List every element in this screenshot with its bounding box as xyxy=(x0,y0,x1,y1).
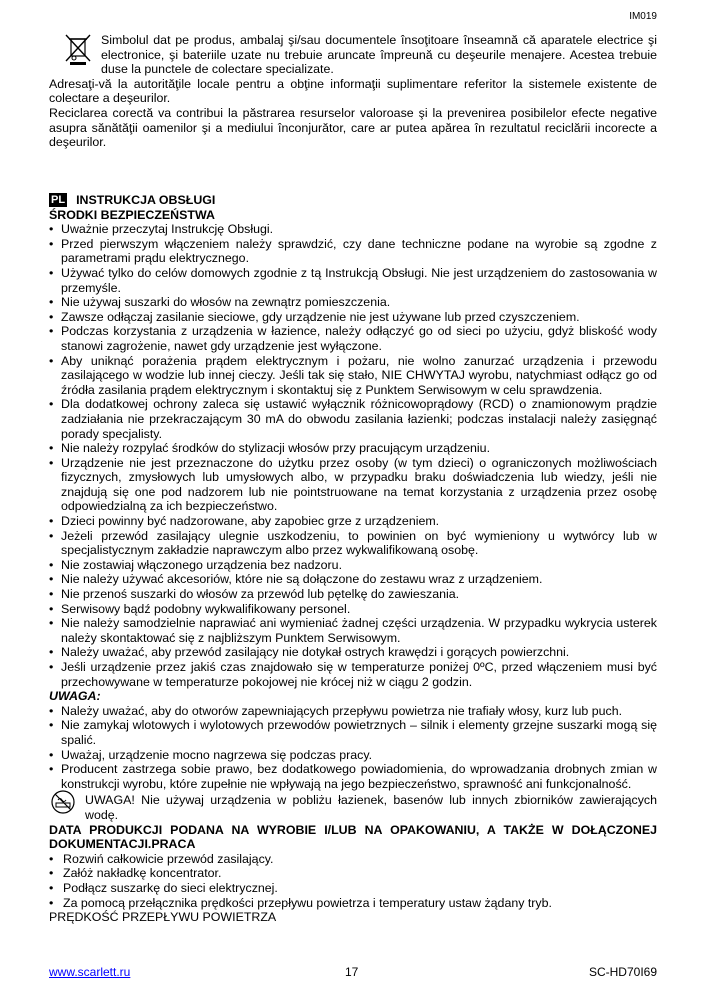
model-code: SC-HD70I69 xyxy=(588,965,657,979)
operation-list xyxy=(49,852,657,910)
list-item: • Podłącz suszarkę do sieci elektrycznej. xyxy=(49,881,657,896)
water-warning xyxy=(49,793,657,822)
production-date-note: DATA PRODUKCJI PODANA NA WYROBIE I/LUB NA OPAKOWANIU, A TAKŻE W DOŁĄCZONEJ DOKUMENTACJI.PRACA xyxy=(49,822,657,852)
list-item: • Serwisowy bądź podobny wykwalifikowany personel. xyxy=(49,602,657,617)
water-warning-text: UWAGA! Nie używaj urządzenia w pobliżu łazienek, basenów lub innych zbiorników zawierających wodę. xyxy=(85,793,657,822)
ro-paragraph-2: Adresaţi-vă la autorităţile locale pentru a obţine informaţii suplimentare referitor la sistemele existente de colectare a deşeurilor. xyxy=(49,76,657,106)
list-item: • Dla dodatkowej ochrony zaleca się ustawić wyłącznik różnicowoprądowy (RCD) o znamionowym prądzie zadziałania nie przekraczającym 30 mA do obwodu zasilania łazienki; podczas instalacji należy zasięgnąć porady specjalisty. xyxy=(49,397,657,441)
list-item: • Należy uważać, aby przewód zasilający nie dotykał ostrych krawędzi i gorących powierzchni. xyxy=(49,645,657,660)
caution-list xyxy=(49,704,657,792)
language-badge: PL xyxy=(51,194,66,207)
no-water-bath-icon xyxy=(49,789,81,815)
ro-paragraph-1: Simbolul dat pe produs, ambalaj şi/sau documentele însoţitoare înseamnă că aparatele electrice şi electronice, şi bateriile uzate nu trebuie aruncate împreună cu deşeurile menajere. Acestea trebuie duse la punctele de colectare specializate. xyxy=(101,33,657,77)
list-item: • Uważaj, urządzenie mocno nagrzewa się podczas pracy. xyxy=(49,748,657,763)
list-item: • Jeśli urządzenie przez jakiś czas znajdowało się w temperaturze poniżej 0ºC, przed włączeniem musi być przechowywane w temperaturze pokojowej nie krócej niż w ciągu 2 godzin. xyxy=(49,660,657,689)
list-item: • Rozwiń całkowicie przewód zasilający. xyxy=(49,852,657,867)
polish-section xyxy=(49,193,657,925)
ro-paragraph-3: Reciclarea corectă va contribui la păstrarea resurselor valoroase şi la prevenirea posibilelor efecte negative asupra sănătăţii oamenilor şi a mediului înconjurător, care ar putea apărea în rezultatul reciclării incorecte a deşeurilor. xyxy=(49,105,657,150)
website-link[interactable]: www.scarlett.ru xyxy=(49,965,131,979)
list-item: • Zawsze odłączaj zasilanie sieciowe, gdy urządzenie nie jest używane lub przed czyszczeniem. xyxy=(49,310,657,325)
operation-heading: PRACA xyxy=(151,837,196,852)
safety-list xyxy=(49,222,657,689)
list-item: • Nie przenoś suszarki do włosów za przewód lub pętelkę do zawieszania. xyxy=(49,587,657,602)
list-item: • Producent zastrzega sobie prawo, bez dodatkowego powiadomienia, do wprowadzania drobnych zmian w konstrukcji wyrobu, które zupełnie nie wpływają na jego bezpieczeństwo, sprawność ani funkcjonalność. xyxy=(49,762,657,791)
list-item: • Podczas korzystania z urządzenia w łazience, należy odłączyć go od sieci po użyciu, gdyż bliskość wody stanowi zagrożenie, nawet gdy urządzenie jest wyłączone. xyxy=(49,324,657,353)
page-number: 17 xyxy=(345,965,359,979)
list-item: • Za pomocą przełącznika prędkości przepływu powietrza i temperatury ustaw żądany tryb. xyxy=(49,896,657,911)
list-item: • Aby uniknąć porażenia prądem elektrycznym i pożaru, nie wolno zanurzać urządzenia i przewodu zasilającego w wodzie lub innej cieczy. Jeśli tak się stało, NIE CHWYTAJ wyrobu, natychmiast odłącz go od źródła zasilania prądem elektrycznym i skontaktuj się z Punktem Serwisowym w celu sprawdzenia. xyxy=(49,354,657,398)
caution-label: UWAGA: xyxy=(49,689,101,704)
list-item: • Nie należy samodzielnie naprawiać ani wymieniać żadnej części urządzenia. W przypadku wykrycia usterek należy skontaktować się z najbliższym Punktem Serwisowym. xyxy=(49,616,657,645)
list-item: • Nie należy używać akcesoriów, które nie są dołączone do zestawu wraz z urządzeniem. xyxy=(49,572,657,587)
list-item: • Uważnie przeczytaj Instrukcję Obsługi. xyxy=(49,222,657,237)
list-item: • Używać tylko do celów domowych zgodnie z tą Instrukcją Obsługi. Nie jest urządzeniem do zastosowania w przemyśle. xyxy=(49,266,657,295)
list-item: • Nie zamykaj wlotowych i wylotowych przewodów powietrznych – silnik i elementy grzejne suszarki mogą się spalić. xyxy=(49,718,657,747)
wheelie-bin-crossed-icon xyxy=(61,33,95,65)
list-item: • Nie należy rozpylać środków do stylizacji włosów przy pracującym urządzeniu. xyxy=(49,441,657,456)
document-code: IM019 xyxy=(629,11,657,22)
list-item: • Jeżeli przewód zasilający ulegnie uszkodzeniu, to powinien on być wymieniony u wytwórcy lub w specjalistycznym zakładzie naprawczym albo przez wykwalifikowaną osobę. xyxy=(49,529,657,558)
list-item: • Dzieci powinny być nadzorowane, aby zapobiec grze z urządzeniem. xyxy=(49,514,657,529)
romanian-section xyxy=(49,33,657,150)
list-item: • Urządzenie nie jest przeznaczone do użytku przez osoby (w tym dzieci) o ograniczonych możliwościach fizycznych, zmysłowych lub umysłowych albo, w przypadku braku doświadczenia lub wiedzy, jeśli nie znajdują się one pod nadzorem lub nie pointstruowane na temat korzystania z urządzenia przez osobę odpowiedzialną za ich bezpieczeństwo. xyxy=(49,456,657,514)
list-item: • Załóż nakładkę koncentrator. xyxy=(49,866,657,881)
list-item: • Należy uważać, aby do otworów zapewniających przepływu powietrza nie trafiały włosy, kurz lub puch. xyxy=(49,704,657,719)
list-item: • Przed pierwszym włączeniem należy sprawdzić, czy dane techniczne podane na wyrobie są zgodne z parametrami prądu elektrycznego. xyxy=(49,237,657,266)
pl-title-row xyxy=(49,193,657,208)
safety-heading: ŚRODKI BEZPIECZEŃSTWA xyxy=(49,207,215,222)
list-item: • Nie używaj suszarki do włosów na zewnątrz pomieszczenia. xyxy=(49,295,657,310)
list-item: • Nie zostawiaj włączonego urządzenia bez nadzoru. xyxy=(49,558,657,573)
airflow-heading: PRĘDKOŚĆ PRZEPŁYWU POWIETRZA xyxy=(49,910,277,925)
manual-title: INSTRUKCJA OBSŁUGI xyxy=(76,193,216,207)
